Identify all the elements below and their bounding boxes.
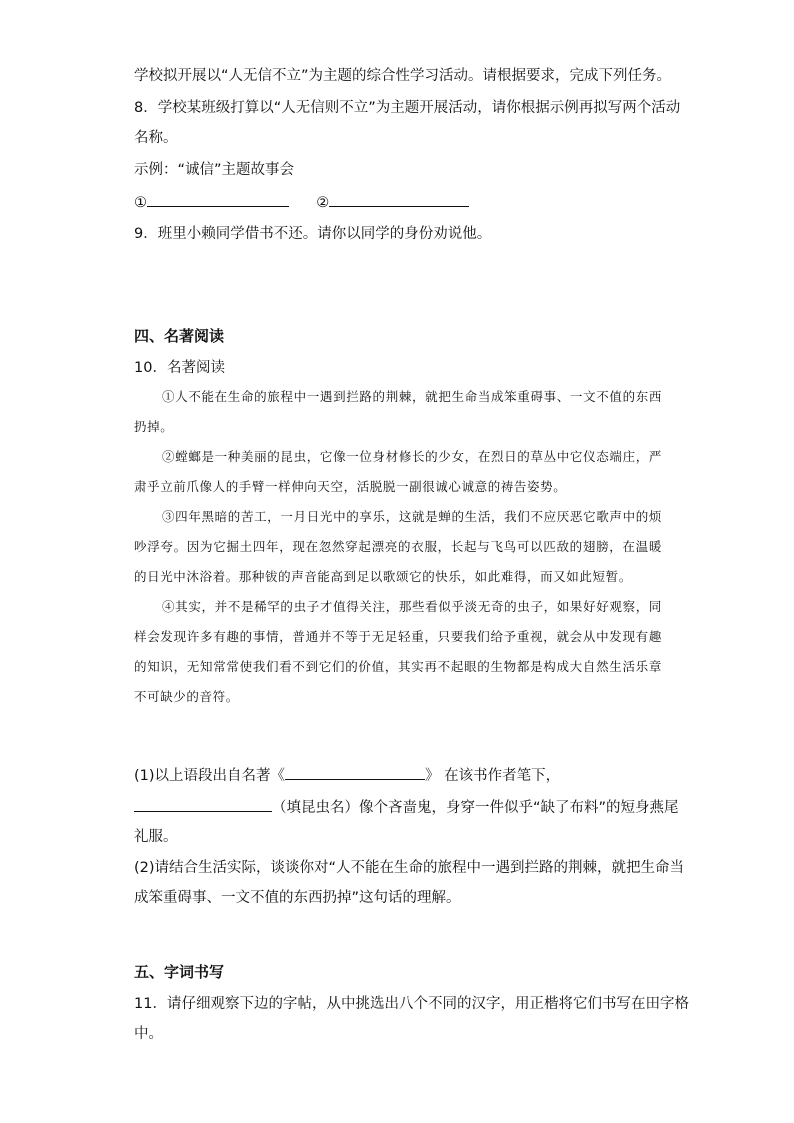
passage-paragraph-1: ①人不能在生命的旅程中一遇到拦路的荆棘，就把生命当成笨重碍事、一文不值的东西扔掉。 (134, 389, 662, 434)
question-11-line1: 11．请仔细观察下边的字帖，从中挑选出八个不同的汉字，用正楷将它们书写在田字格 (134, 996, 689, 1012)
book-title-blank[interactable] (285, 765, 425, 780)
sub-question-1-suffix: 》 在该书作者笔下， (425, 768, 561, 784)
question-10-title: 10．名著阅读 (134, 360, 225, 376)
insect-name-blank[interactable] (134, 797, 272, 812)
reading-passage (134, 382, 662, 712)
question-8-example: 示例：“诚信”主题故事会 (134, 162, 295, 178)
blank-1-label: ① (134, 195, 147, 211)
blank-2-label: ② (316, 195, 330, 211)
passage-paragraph-4: ④其实，并不是稀罕的虫子才值得关注，那些看似乎淡无奇的虫子，如果好好观察，同样会发现许多有趣的事情，普通并不等于无足轻重，只要我们给予重视，就会从中发现有趣的知识，无知常常使我们看不到它们的价值，其实再不起眼的生物都是构成大自然生活乐章不可缺少的音符。 (134, 599, 662, 704)
passage-paragraph-3: ③四年黑暗的苦工，一月日光中的享乐，这就是蝉的生活，我们不应厌恶它歌声中的烦吵浮夸。因为它掘土四年，现在忽然穿起漂亮的衣服，长起与飞鸟可以匹敌的翅膀，在温暖的日光中沐浴着。那种钹的声音能高到足以歌颂它的快乐，如此难得，而又如此短暂。 (134, 509, 662, 584)
question-9: 9．班里小赖同学借书不还。请你以同学的身份劝说他。 (134, 226, 492, 242)
intro-text: 学校拟开展以“人无信不立”为主题的综合性学习活动。请根据要求，完成下列任务。 (134, 68, 672, 84)
sub-question-1-prefix: (1)以上语段出自名著《 (134, 768, 286, 784)
sub-question-2-line2: 成笨重碍事、一文不值的东西扔掉”这句话的理解。 (134, 890, 461, 906)
question-8-line2: 名称。 (134, 130, 178, 146)
sub-question-1-line2 (134, 797, 679, 818)
section-5-title: 五、字词书写 (134, 963, 225, 981)
question-8-answer-blanks (134, 192, 469, 213)
question-8-line1: 8．学校某班级打算以“人无信则不立”为主题开展活动，请你根据示例再拟写两个活动 (134, 100, 681, 116)
sub-question-2-line1: (2)请结合生活实际，谈谈你对“人不能在生命的旅程中一遇到拦路的荆棘，就把生命当 (134, 860, 685, 876)
answer-blank-1[interactable] (147, 192, 289, 207)
sub-question-1-line1 (134, 765, 560, 786)
sub-question-1-line2-text: （填昆虫名）像个吝啬鬼，身穿一件似乎“缺了布料”的短身燕尾 (272, 800, 679, 816)
question-11-line2: 中。 (134, 1026, 163, 1042)
sub-question-1-line3: 礼服。 (134, 829, 178, 845)
passage-paragraph-2: ②螳螂是一种美丽的昆虫，它像一位身材修长的少女，在烈日的草丛中它仪态端庄，严肃乎立前爪像人的手臂一样伸向天空，活脱脱一副很诚心诚意的祷告姿势。 (134, 449, 662, 494)
section-4-title: 四、名著阅读 (134, 327, 225, 345)
answer-blank-2[interactable] (329, 192, 469, 207)
